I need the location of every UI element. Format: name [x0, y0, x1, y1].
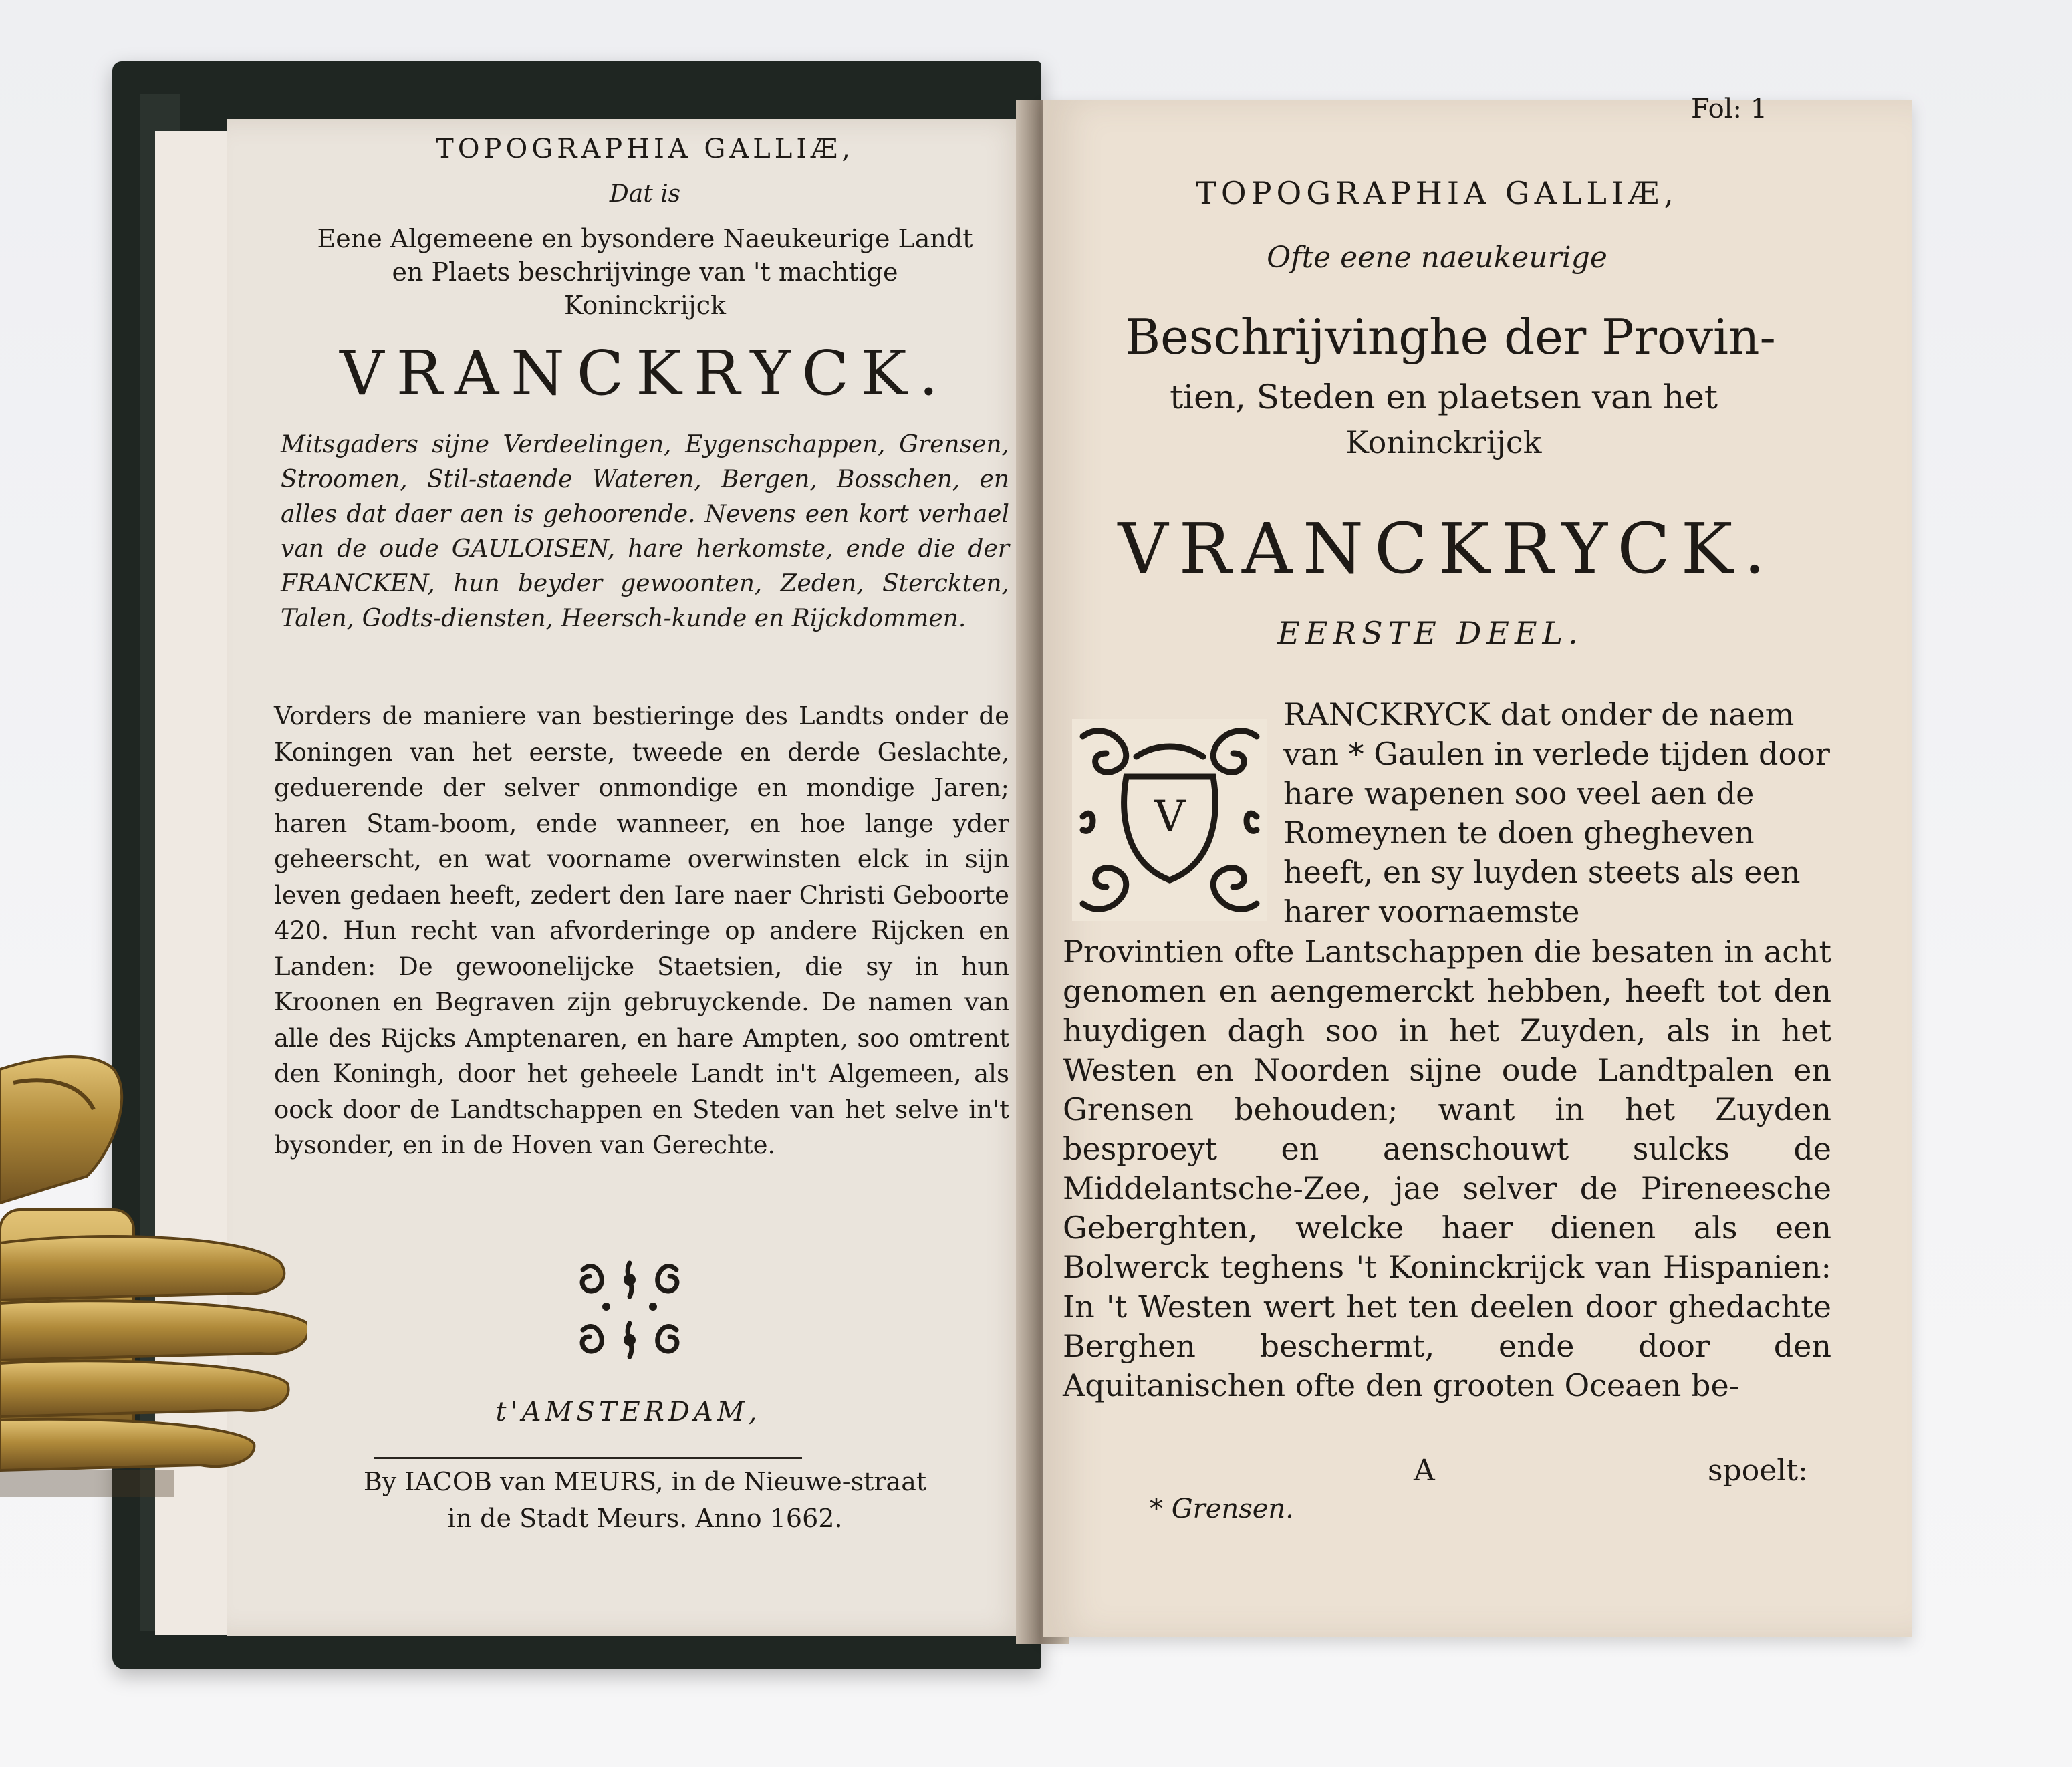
part-heading: EERSTE DEEL. — [1277, 615, 1583, 651]
imprint-date: in de Stadt Meurs. Anno 1662. — [447, 1504, 843, 1533]
signature-mark: A — [1414, 1454, 1435, 1488]
right-page-subtitle: Ofte eene naeukeurige — [1267, 241, 1607, 275]
marginal-note: * Grensen. — [1150, 1494, 1294, 1524]
left-page-big-title: VRANCKRYCK. — [340, 337, 950, 409]
catchword: spoelt: — [1708, 1454, 1808, 1488]
right-page-heading: tien, Steden en plaetsen van het — [1170, 378, 1718, 416]
right-page-body-text: RANCKRYCK dat onder de naem van * Gaulen in verlede tijden door hare wapenen soo veel aen de Romeynen te doen ghegheven heeft, en sy luyden steets als een harer voornaemste — [1283, 696, 1830, 930]
left-page-italic-description: Mitsgaders sijne Verdeelingen, Eygenschappen, Grensen, Stroomen, Stil-staende Wateren, Bergen, Bosschen, en alles dat daer aen is gehoorende. Nevens een kort verhael van de oude GAULOISEN, hare herkomste, ende die der FRANCKEN, hun beyder gewoonten, Zeden, Sterckten, Talen, Godts-diensten, Heersch-kunde en Rijckdommen. — [281, 431, 1009, 632]
printers-ornament — [569, 1250, 690, 1370]
left-page-title: TOPOGRAPHIA GALLIÆ, — [436, 134, 854, 164]
left-page-subtitle-line: Eene Algemeene en bysondere Naeukeurige Landt — [317, 224, 973, 253]
right-page-heading: Beschrijvinghe der Provin- — [1125, 309, 1776, 365]
right-page-heading: Koninckrijck — [1345, 424, 1542, 460]
imprint-publisher: By IACOB van MEURS, in de Nieuwe-straat — [363, 1467, 927, 1496]
right-page-title: TOPOGRAPHIA GALLIÆ, — [1196, 175, 1678, 211]
imprint-rule — [374, 1457, 802, 1459]
folio-number: Fol: 1 — [1691, 94, 1768, 124]
brass-hand-clip — [0, 1043, 307, 1497]
right-page-body-text: Provintien ofte Lantschappen die besaten in acht genomen en aengemerckt hebben, heeft tot den huydigen dagh soo in het Zuyden, als in het Westen en Noorden sijne oude Landtpalen en Grensen behouden; want in het Zuyden besproeyt en aenschouwt sulcks de Middelantsche-Zee, jae selver de Pireneesche Geberghten, welcke haer dienen als een Bolwerck teghens 't Koninckrijck van Hispanien: In 't Westen wert het ten deelen door ghedachte Berghen beschermt, ende door den Aquitanischen ofte den grooten Oceaen be- — [1063, 934, 1831, 1403]
left-page-subtitle-line: Koninckrijck — [563, 291, 727, 320]
left-page-dat-is: Dat is — [609, 180, 681, 208]
right-page-big-title: VRANCKRYCK. — [1118, 508, 1777, 589]
left-page-subtitle-line: en Plaets beschrijvinge van 't machtige — [392, 257, 898, 287]
drop-cap-letter: V — [1154, 792, 1186, 841]
imprint-place: t'AMSTERDAM, — [495, 1397, 761, 1428]
left-page-body-text: Vorders de maniere van bestieringe des Landts onder de Koningen van het eerste, tweede en derde Geslachte, geduerende der selver onmondige en mondige Jaren; haren Stam-boom, ende wanneer, en hoe lange yder geheerscht, en wat voorname overwinsten elck in sijn leven gedaen heeft, zedert den Iare naer Christi Geboorte 420. Hun recht van afvorderinge op andere Rijcken en Landen: De gewoonelijcke Staetsien, die sy in hun Kroonen en Begraven zijn gebruyckende. De namen van alle des Rijcks Amptenaren, en hare Ampten, soo omtrent den Koningh, door het geheele Landt in't Algemeen, als oock door de Landtschappen en Steden van het selve in't bysonder, en in de Hoven van Gerechte. — [274, 702, 1009, 1160]
